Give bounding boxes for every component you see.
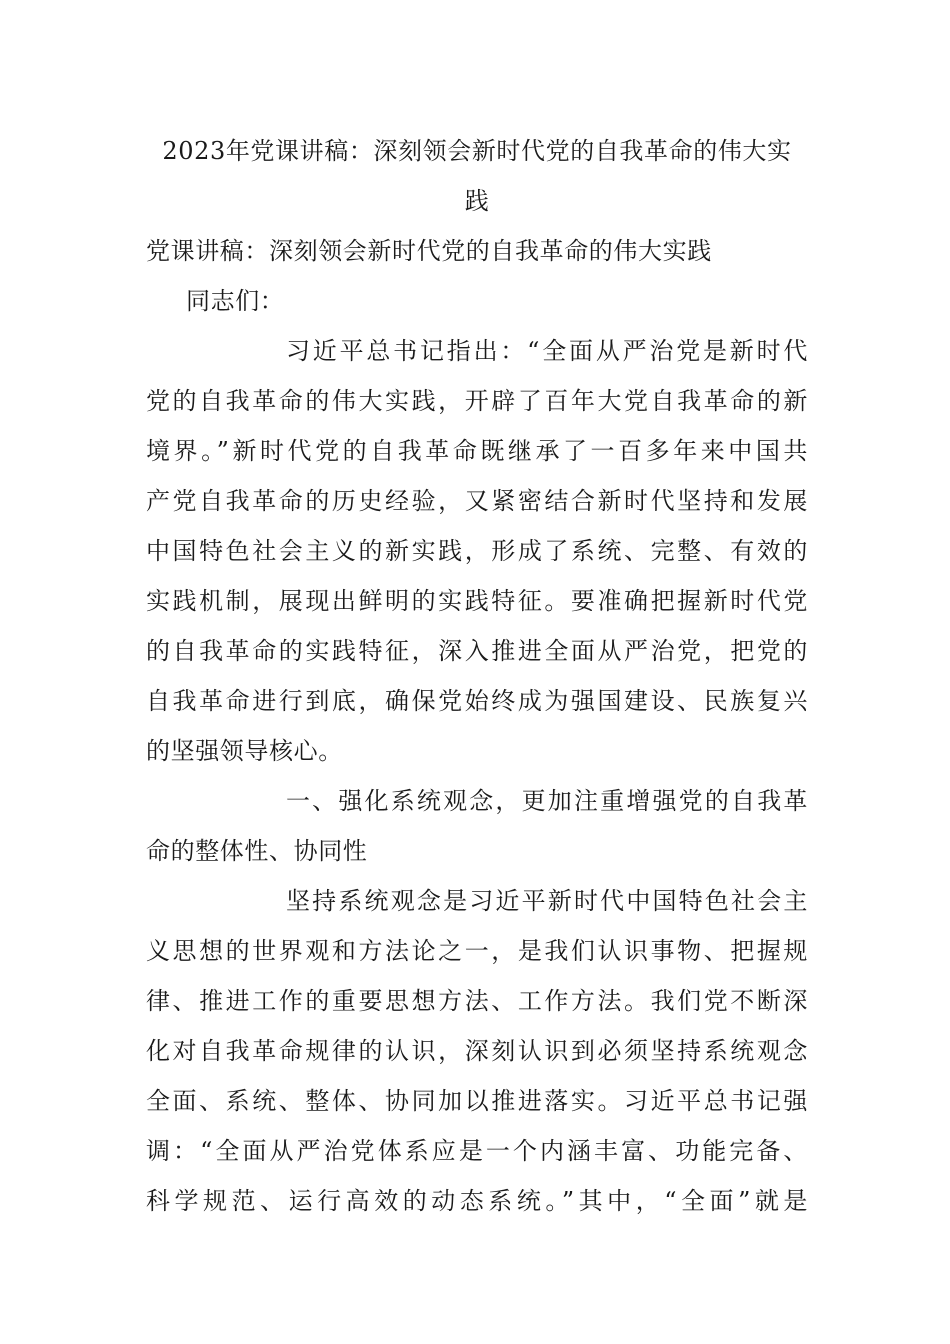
paragraph-1-line: 党的自我革命的伟大实践，开辟了百年大党自我革命的新 bbox=[146, 387, 808, 415]
paragraph-1-line: 的坚强领导核心。 bbox=[146, 737, 343, 765]
paragraph-2-line: 全面、系统、整体、协同加以推进落实。习近平总书记强 bbox=[146, 1087, 808, 1115]
paragraph-2-line: 调：“全面从严治党体系应是一个内涵丰富、功能完备、 bbox=[146, 1137, 808, 1165]
paragraph-1-line: 习近平总书记指出：“全面从严治党是新时代 bbox=[286, 337, 808, 365]
paragraph-1-line: 的自我革命的实践特征，深入推进全面从严治党，把党的 bbox=[146, 637, 808, 665]
paragraph-2-line: 坚持系统观念是习近平新时代中国特色社会主 bbox=[286, 887, 808, 915]
document-subtitle: 党课讲稿：深刻领会新时代党的自我革命的伟大实践 bbox=[146, 237, 712, 265]
paragraph-1-line: 境界。”新时代党的自我革命既继承了一百多年来中国共 bbox=[146, 437, 808, 465]
salutation: 同志们： bbox=[186, 287, 285, 315]
paragraph-1-line: 产党自我革命的历史经验，又紧密结合新时代坚持和发展 bbox=[146, 487, 808, 515]
document-title-line-1: 2023年党课讲稿：深刻领会新时代党的自我革命的伟大实 bbox=[162, 137, 792, 165]
paragraph-2-line: 义思想的世界观和方法论之一，是我们认识事物、把握规 bbox=[146, 937, 808, 965]
section-heading-line: 一、强化系统观念，更加注重增强党的自我革 bbox=[286, 787, 808, 815]
section-heading-line: 命的整体性、协同性 bbox=[146, 837, 368, 865]
paragraph-2-line: 科学规范、运行高效的动态系统。”其中，“全面”就是 bbox=[146, 1187, 808, 1215]
paragraph-1-line: 自我革命进行到底，确保党始终成为强国建设、民族复兴 bbox=[146, 687, 808, 715]
paragraph-1-line: 中国特色社会主义的新实践，形成了系统、完整、有效的 bbox=[146, 537, 808, 565]
document-title-line-2: 践 bbox=[464, 187, 490, 215]
paragraph-2-line: 律、推进工作的重要思想方法、工作方法。我们党不断深 bbox=[146, 987, 808, 1015]
paragraph-2-line: 化对自我革命规律的认识，深刻认识到必须坚持系统观念 bbox=[146, 1037, 808, 1065]
paragraph-1-line: 实践机制，展现出鲜明的实践特征。要准确把握新时代党 bbox=[146, 587, 808, 615]
